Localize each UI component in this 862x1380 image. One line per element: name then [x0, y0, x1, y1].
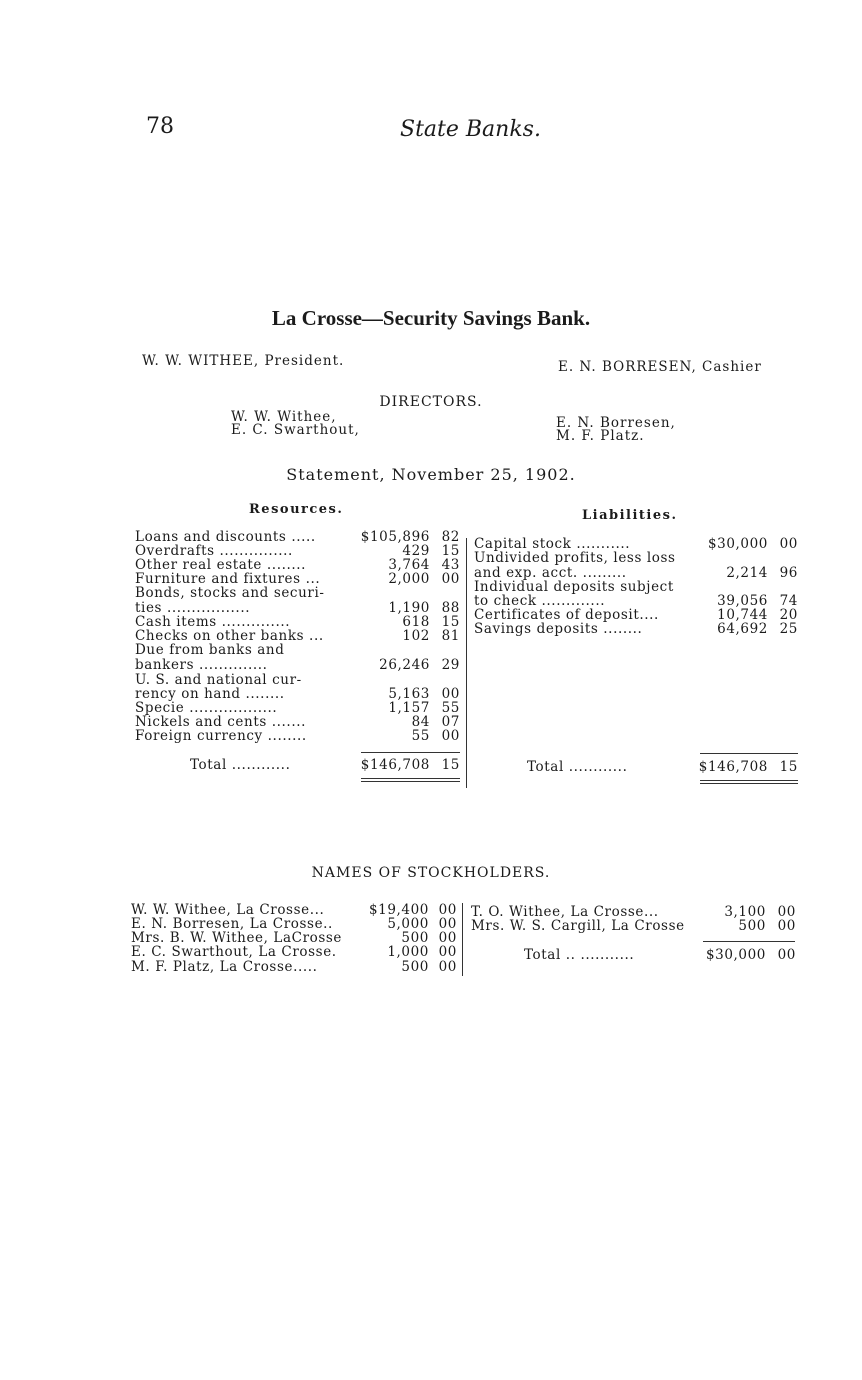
stockholders-heading: NAMES OF STOCKHOLDERS. — [311, 865, 551, 881]
total-label: Total .. ........... — [524, 947, 635, 963]
list-item — [131, 960, 457, 974]
row-amount: 39,056 — [717, 593, 768, 609]
double-rule — [700, 783, 798, 784]
liabilities-heading: Liabilities. — [582, 508, 678, 523]
list-item — [131, 917, 457, 931]
total-amount: $146,708 — [360, 757, 430, 773]
row-label: Nickels and cents ....... — [135, 714, 307, 730]
row-cents: 15 — [441, 543, 460, 559]
column-divider — [466, 538, 467, 788]
row-cents: 82 — [441, 529, 460, 545]
row-cents: 88 — [441, 600, 460, 616]
stockholder-amount: 500 — [738, 918, 766, 934]
table-row — [135, 729, 460, 743]
row-cents: 00 — [441, 686, 460, 702]
column-divider — [462, 903, 463, 976]
director-name: M. F. Platz. — [556, 428, 645, 444]
stockholder-cents: 00 — [777, 918, 796, 934]
row-label: bankers .............. — [135, 657, 268, 673]
row-cents: 81 — [441, 628, 460, 644]
row-amount: $105,896 — [360, 529, 430, 545]
row-label: Furniture and fixtures ... — [135, 571, 321, 587]
table-row — [474, 566, 798, 580]
row-amount: 55 — [411, 728, 430, 744]
stockholders-left — [131, 903, 457, 975]
row-cents: 29 — [441, 657, 460, 673]
row-label: Foreign currency ........ — [135, 728, 307, 744]
stockholder-name: Mrs. W. S. Cargill, La Crosse — [471, 918, 685, 934]
table-row — [135, 715, 460, 729]
row-label: rency on hand ........ — [135, 686, 285, 702]
stockholder-cents: 00 — [438, 944, 457, 960]
list-item — [471, 905, 796, 919]
table-row — [474, 537, 798, 551]
row-amount: 5,163 — [388, 686, 430, 702]
row-cents: 96 — [779, 565, 798, 581]
row-label: and exp. acct. ......... — [474, 565, 627, 581]
stockholders-right — [471, 905, 796, 965]
director-name: E. C. Swarthout, — [231, 422, 360, 438]
row-amount: 2,000 — [388, 571, 430, 587]
row-amount: 1,157 — [388, 700, 430, 716]
table-row — [474, 622, 798, 636]
row-cents: 00 — [779, 536, 798, 552]
total-label: Total ............ — [527, 759, 628, 775]
director-name: E. N. Borresen, — [556, 415, 676, 431]
stockholder-name: W. W. Withee, La Crosse... — [131, 902, 325, 918]
stockholder-name: E. N. Borresen, La Crosse.. — [131, 916, 333, 932]
stockholders-total-row — [471, 948, 796, 962]
row-amount: 3,764 — [388, 557, 430, 573]
table-row — [135, 601, 460, 615]
table-row — [135, 643, 460, 657]
total-rule — [361, 752, 460, 753]
bank-title: La Crosse—Security Savings Bank. — [271, 306, 591, 330]
table-row — [135, 701, 460, 715]
stockholder-name: Mrs. B. W. Withee, LaCrosse — [131, 930, 342, 946]
row-label: Bonds, stocks and securi- — [135, 585, 325, 601]
row-amount: 64,692 — [717, 621, 768, 637]
liabilities-total-row — [474, 760, 798, 774]
table-row — [135, 544, 460, 558]
resources-table — [135, 530, 460, 790]
table-row — [135, 530, 460, 544]
row-label: Due from banks and — [135, 642, 285, 658]
table-row — [135, 572, 460, 586]
liabilities-table — [474, 537, 798, 792]
stockholder-name: T. O. Withee, La Crosse... — [471, 904, 659, 920]
president: W. W. WITHEE, President. — [142, 353, 345, 369]
stockholder-cents: 00 — [438, 916, 457, 932]
table-row — [135, 687, 460, 701]
total-cents: 00 — [777, 947, 796, 963]
row-amount: 10,744 — [717, 607, 768, 623]
table-row — [474, 608, 798, 622]
stockholder-amount: 500 — [401, 930, 429, 946]
stockholder-cents: 00 — [438, 930, 457, 946]
table-row — [135, 658, 460, 672]
row-cents: 07 — [441, 714, 460, 730]
table-row — [474, 551, 798, 565]
row-cents: 25 — [779, 621, 798, 637]
statement-date: Statement, November 25, 1902. — [286, 465, 576, 484]
table-row — [135, 586, 460, 600]
row-amount: $30,000 — [707, 536, 768, 552]
row-cents: 00 — [441, 728, 460, 744]
row-cents: 00 — [441, 571, 460, 587]
row-amount: 84 — [411, 714, 430, 730]
total-rule — [700, 753, 798, 754]
row-amount: 102 — [402, 628, 430, 644]
row-label: Savings deposits ........ — [474, 621, 643, 637]
row-label: ties ................. — [135, 600, 251, 616]
row-label: Individual deposits subject — [474, 579, 674, 595]
row-label: Checks on other banks ... — [135, 628, 324, 644]
row-cents: 20 — [779, 607, 798, 623]
total-cents: 15 — [441, 757, 460, 773]
total-label: Total ............ — [190, 757, 291, 773]
list-item — [131, 945, 457, 959]
row-cents: 15 — [441, 614, 460, 630]
resources-total-row — [135, 758, 460, 772]
row-cents: 74 — [779, 593, 798, 609]
running-head: State Banks. — [400, 117, 541, 142]
stockholder-amount: 1,000 — [387, 944, 429, 960]
stockholder-name: M. F. Platz, La Crosse..... — [131, 959, 318, 975]
stockholder-amount: 3,100 — [724, 904, 766, 920]
table-row — [135, 629, 460, 643]
directors-left — [231, 411, 360, 437]
double-rule — [361, 781, 460, 782]
resources-heading: Resources. — [249, 502, 344, 517]
row-label: U. S. and national cur- — [135, 672, 302, 688]
double-rule — [700, 780, 798, 781]
table-row — [135, 615, 460, 629]
stockholder-amount: $19,400 — [368, 902, 429, 918]
row-label: Specie .................. — [135, 700, 278, 716]
row-label: Overdrafts ............... — [135, 543, 293, 559]
table-row — [474, 580, 798, 594]
total-rule — [703, 941, 795, 942]
row-label: Loans and discounts ..... — [135, 529, 316, 545]
double-rule — [361, 778, 460, 779]
row-label: Other real estate ........ — [135, 557, 307, 573]
stockholder-name: E. C. Swarthout, La Crosse. — [131, 944, 337, 960]
row-amount: 429 — [402, 543, 430, 559]
row-label: Cash items .............. — [135, 614, 291, 630]
stockholder-cents: 00 — [777, 904, 796, 920]
stockholder-amount: 500 — [401, 959, 429, 975]
row-label: Capital stock ........... — [474, 536, 631, 552]
total-amount: $30,000 — [705, 947, 766, 963]
row-label: to check ............. — [474, 593, 606, 609]
directors-heading: DIRECTORS. — [379, 394, 483, 410]
row-amount: 2,214 — [726, 565, 768, 581]
table-row — [135, 558, 460, 572]
list-item — [131, 903, 457, 917]
directors-right — [556, 417, 676, 443]
row-amount: 26,246 — [379, 657, 430, 673]
stockholder-cents: 00 — [438, 959, 457, 975]
row-label: Certificates of deposit.... — [474, 607, 659, 623]
row-amount: 618 — [402, 614, 430, 630]
list-item — [131, 931, 457, 945]
row-label: Undivided profits, less loss — [474, 550, 676, 566]
stockholder-cents: 00 — [438, 902, 457, 918]
table-row — [474, 594, 798, 608]
row-amount: 1,190 — [388, 600, 430, 616]
total-amount: $146,708 — [698, 759, 768, 775]
table-row — [135, 673, 460, 687]
cashier: E. N. BORRESEN, Cashier — [558, 359, 762, 375]
total-cents: 15 — [779, 759, 798, 775]
list-item — [471, 919, 796, 933]
row-cents: 55 — [441, 700, 460, 716]
row-cents: 43 — [441, 557, 460, 573]
page-number: 78 — [146, 114, 174, 139]
stockholder-amount: 5,000 — [387, 916, 429, 932]
director-name: W. W. Withee, — [231, 409, 337, 425]
